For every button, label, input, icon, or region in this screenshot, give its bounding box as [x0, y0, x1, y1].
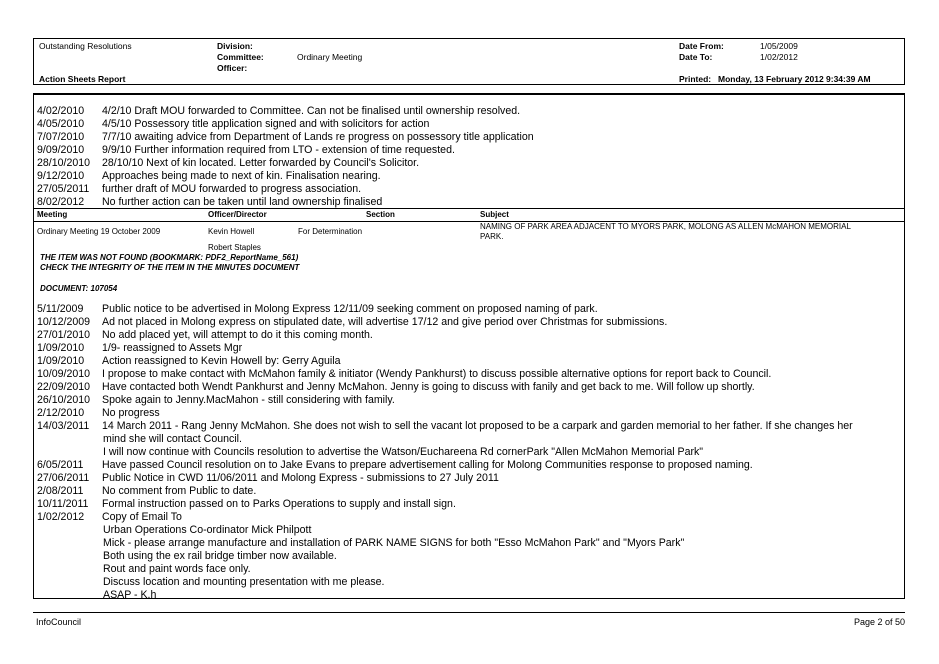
date-from-label: Date From:	[679, 41, 724, 51]
committee-value: Ordinary Meeting	[297, 52, 363, 62]
list-item: 26/10/2010 Spoke again to Jenny.MacMahon - still considering with family.	[37, 394, 395, 406]
list-item: 10/11/2011 Formal instruction passed on to Parks Operations to supply and install sign.	[37, 498, 456, 510]
list-item: 8/02/2012 No further action can be taken until land ownership finalised	[37, 196, 383, 208]
email-line: ASAP - K.h	[103, 589, 157, 601]
list-item: 28/10/2010 28/10/10 Next of kin located. Letter forwarded by Council's Solicitor.	[37, 157, 420, 169]
date-from-value: 1/05/2009	[760, 41, 798, 51]
list-item: 10/09/2010 I propose to make contact with McMahon family & initiator (Wendy Pankhurst) to discuss possible alternative options for report back to Council.	[37, 368, 772, 380]
error-line-1: THE ITEM WAS NOT FOUND (BOOKMARK: PDF2_ReportName_561)	[40, 253, 299, 262]
subject-column-header: Subject	[480, 210, 509, 219]
meeting-table-header	[34, 208, 904, 222]
printed-label: Printed:	[679, 74, 712, 84]
list-item: 2/12/2010 No progress	[37, 407, 160, 419]
report-header	[33, 38, 905, 85]
list-item: 27/05/2011 further draft of MOU forwarded to progress association.	[37, 183, 362, 195]
email-line: Mick - please arrange manufacture and installation of PARK NAME SIGNS for both "Esso McMahon Park" and "Myors Park"	[103, 537, 685, 549]
list-item: 14/03/2011 14 March 2011 - Rang Jenny McMahon. She does not wish to sell the vacant lot proposed to be a carpark and garden memorial to her father. If she changes her	[37, 420, 853, 432]
printed-value: Monday, 13 February 2012 9:34:39 AM	[718, 74, 871, 84]
list-item: 9/09/2010 9/9/10 Further information required from LTO - extension of time requested.	[37, 144, 455, 156]
sub-title: Action Sheets Report	[39, 74, 126, 84]
division-label: Division:	[217, 41, 253, 51]
list-item: 1/09/2010 1/9- reassigned to Assets Mgr	[37, 342, 243, 354]
email-line: Both using the ex rail bridge timber now available.	[103, 550, 337, 562]
meeting-column-header: Meeting	[37, 210, 68, 219]
list-item: 7/07/2010 7/7/10 awaiting advice from Department of Lands re progress on possessory title application	[37, 131, 534, 143]
committee-label: Committee:	[217, 52, 264, 62]
email-line: Rout and paint words face only.	[103, 563, 251, 575]
list-item: 6/05/2011 Have passed Council resolution on to Jake Evans to prepare advertisement calling for Molong Communities response to proposed naming.	[37, 459, 753, 471]
list-item: 22/09/2010 Have contacted both Wendt Pankhurst and Jenny McMahon. Jenny is going to discuss with fanily and get back to me. Will follow up shortly.	[37, 381, 755, 393]
entry-continuation: I will now continue with Councils resolution to advertise the Watson/Euchareena Rd cornerPark "Allen McMahon Memorial Park"	[103, 446, 704, 458]
footer-brand: InfoCouncil	[36, 617, 82, 627]
meeting-director: Robert Staples	[208, 243, 261, 252]
list-item: 10/12/2009 Ad not placed in Molong express on stipulated date, will advertise 17/12 and give period over Christmas for submissions.	[37, 316, 668, 328]
list-item: 1/02/2012 Copy of Email To	[37, 511, 182, 523]
date-to-value: 1/02/2012	[760, 52, 798, 62]
officer-label: Officer:	[217, 63, 248, 73]
email-line: Discuss location and mounting presentation with me please.	[103, 576, 385, 588]
list-item: 27/06/2011 Public Notice in CWD 11/06/2011 and Molong Express - submissions to 27 July 2011	[37, 472, 499, 484]
section-column-header: Section	[366, 210, 395, 219]
list-item: 2/08/2011 No comment from Public to date.	[37, 485, 257, 497]
error-line-2: CHECK THE INTEGRITY OF THE ITEM IN THE MINUTES DOCUMENT	[40, 263, 300, 272]
list-item: 1/09/2010 Action reassigned to Kevin Howell by: Gerry Aguila	[37, 355, 341, 367]
meeting-name: Ordinary Meeting 19 October 2009	[37, 227, 161, 236]
email-line: Urban Operations Co-ordinator Mick Philpott	[103, 524, 312, 536]
list-item: 4/05/2010 4/5/10 Possessory title application signed and with solicitors for action	[37, 118, 430, 130]
entry-continuation: mind she will contact Council.	[103, 433, 242, 445]
page-number: Page 2 of 50	[853, 617, 905, 627]
meeting-officer: Kevin Howell	[208, 227, 255, 236]
footer-divider	[33, 612, 905, 613]
meeting-section: For Determination	[298, 227, 363, 236]
meeting-subject-line1: NAMING OF PARK AREA ADJACENT TO MYORS PARK, MOLONG AS ALLEN McMAHON MEMORIAL	[480, 222, 851, 231]
meeting-subject-line2: PARK.	[480, 232, 504, 241]
date-to-label: Date To:	[679, 52, 713, 62]
list-item: 9/12/2010 Approaches being made to next of kin. Finalisation nearing.	[37, 170, 381, 182]
officer-column-header: Officer/Director	[208, 210, 267, 219]
list-item: 27/01/2010 No add placed yet, will attempt to do it this coming month.	[37, 329, 373, 341]
list-item: 5/11/2009 Public notice to be advertised in Molong Express 12/11/09 seeking comment on proposed naming of park.	[37, 303, 598, 315]
report-body	[33, 93, 905, 599]
document-number: DOCUMENT: 107054	[40, 284, 118, 293]
report-name: Outstanding Resolutions	[39, 41, 132, 51]
list-item: 4/02/2010 4/2/10 Draft MOU forwarded to Committee. Can not be finalised until ownership resolved.	[37, 105, 521, 117]
